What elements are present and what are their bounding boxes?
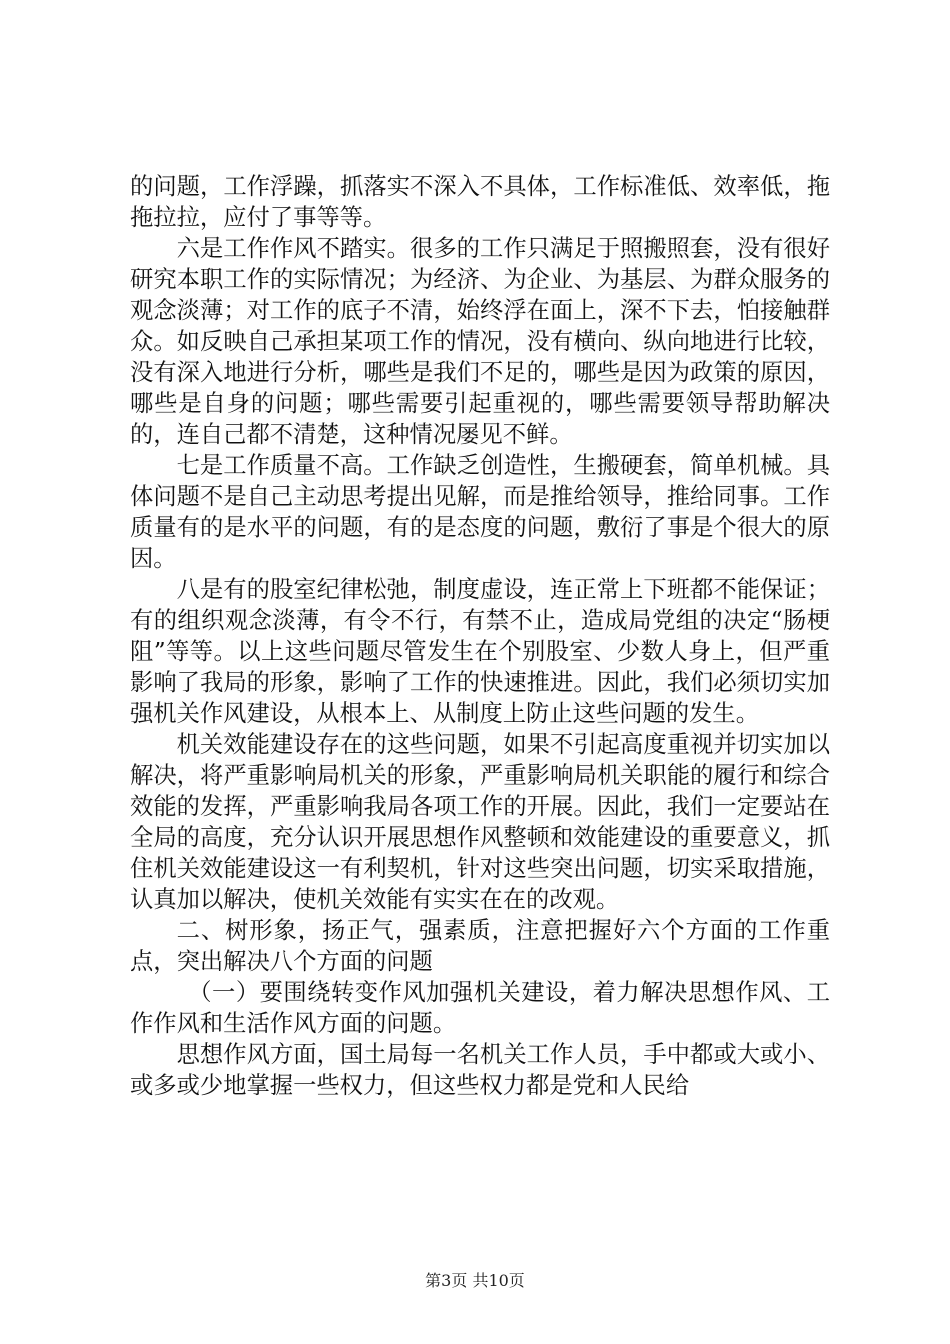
paragraph-thinking-style: 思想作风方面，国土局每一名机关工作人员，手中都或大或小、或多或少地掌握一些权力，但这些权力都是党和人民给 bbox=[130, 1041, 830, 1099]
paragraph-efficiency: 机关效能建设存在的这些问题，如果不引起高度重视并切实加以解决，将严重影响局机关的形象，严重影响局机关职能的履行和综合效能的发挥，严重影响我局各项工作的开展。因此，我们一定要站在全局的高度，充分认识开展思想作风整顿和效能建设的重要意义，抓住机关效能建设这一有利契机，针对这些突出问题，切实采取措施，认真加以解决，使机关效能有实实在在的改观。 bbox=[130, 731, 830, 913]
paragraph-eight: 八是有的股室纪律松弛，制度虚设，连正常上下班都不能保证；有的组织观念淡薄，有令不行，有禁不止，造成局党组的决定“肠梗阻”等等。以上这些问题尽管发生在个别股室、少数人身上，但严重影响了我局的形象，影响了工作的快速推进。因此，我们必须切实加强机关作风建设，从根本上、从制度上防止这些问题的发生。 bbox=[130, 576, 830, 727]
page-footer: 第3页 共10页 bbox=[425, 1271, 525, 1290]
body-text bbox=[130, 171, 830, 1101]
section-heading-two: 二、树形象，扬正气，强素质，注意把握好六个方面的工作重点，突出解决八个方面的问题 bbox=[130, 917, 830, 975]
paragraph-continuation: 的问题，工作浮躁，抓落实不深入不具体，工作标准低、效率低，拖拖拉拉，应付了事等等。 bbox=[130, 173, 830, 231]
paragraph-seven: 七是工作质量不高。工作缺乏创造性，生搬硬套，简单机械。具体问题不是自己主动思考提出见解，而是推给领导，推给同事。工作质量有的是水平的问题，有的是态度的问题，敷衍了事是个很大的原因。 bbox=[130, 452, 830, 572]
paragraph-six: 六是工作作风不踏实。很多的工作只满足于照搬照套，没有很好研究本职工作的实际情况；为经济、为企业、为基层、为群众服务的观念淡薄；对工作的底子不清，始终浮在面上，深不下去，怕接触群众。如反映自己承担某项工作的情况，没有横向、纵向地进行比较，没有深入地进行分析，哪些是我们不足的，哪些是因为政策的原因，哪些是自身的问题；哪些需要引起重视的，哪些需要领导帮助解决的，连自己都不清楚，这种情况屡见不鲜。 bbox=[130, 235, 830, 448]
subsection-heading-one: （一）要围绕转变作风加强机关建设，着力解决思想作风、工作作风和生活作风方面的问题。 bbox=[130, 979, 830, 1037]
